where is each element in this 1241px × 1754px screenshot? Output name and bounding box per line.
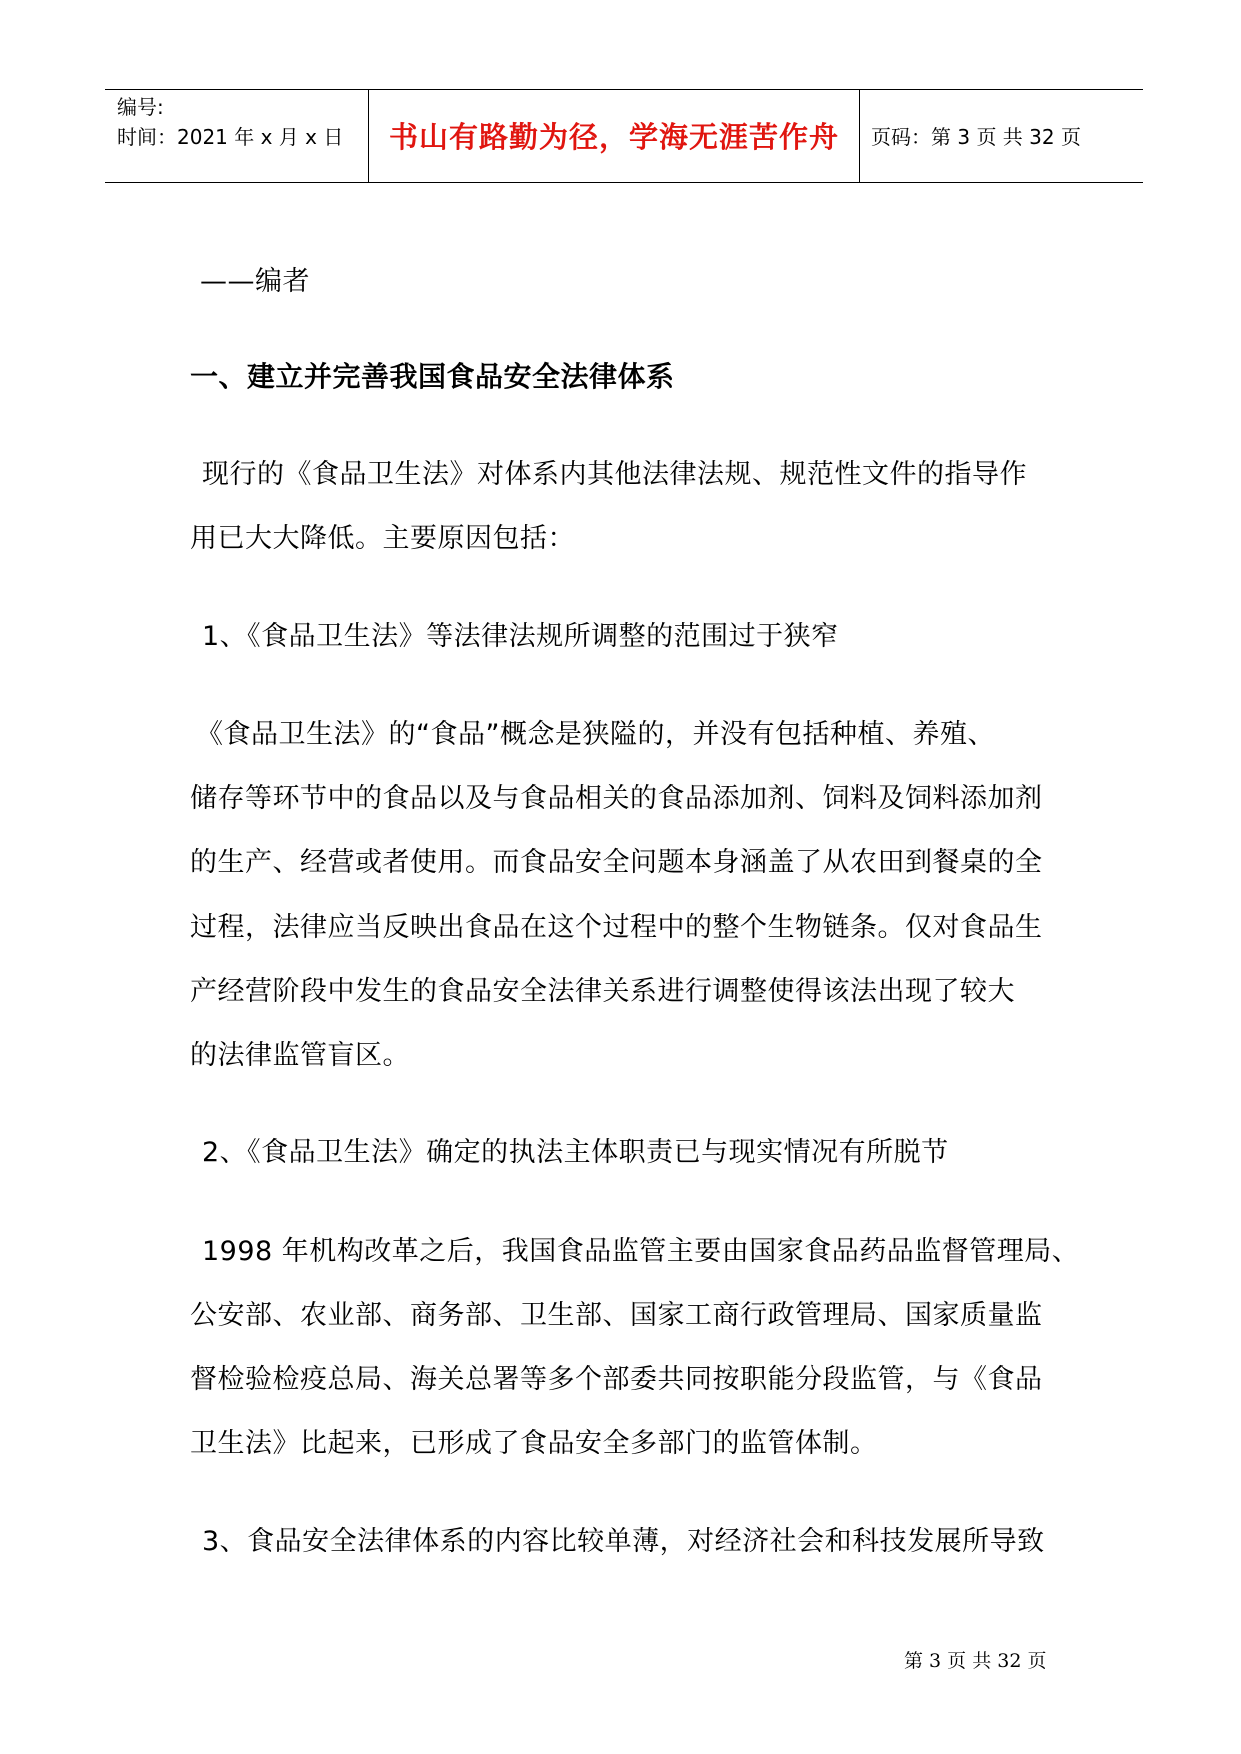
header-motto: 书山有路勤为径，学海无涯苦作舟 bbox=[388, 120, 839, 154]
editor-signature: ——编者 bbox=[200, 266, 310, 297]
point1-line: 的法律监管盲区。 bbox=[190, 1040, 410, 1071]
header-page-info: 页码：第 3 页 共 32 页 bbox=[871, 125, 1081, 149]
point-heading-1: 1、《食品卫生法》等法律法规所调整的范围过于狭窄 bbox=[202, 621, 839, 652]
point2-line: 卫生法》比起来，已形成了食品安全多部门的监管体制。 bbox=[190, 1428, 878, 1459]
intro-line: 用已大大降低。主要原因包括： bbox=[190, 523, 575, 554]
page-header bbox=[105, 89, 1143, 183]
document-number-label: 编号: bbox=[117, 95, 164, 119]
point1-line: 产经营阶段中发生的食品安全法律关系进行调整使得该法出现了较大 bbox=[190, 976, 1015, 1007]
point-heading-3: 3、食品安全法律体系的内容比较单薄，对经济社会和科技发展所导致 bbox=[202, 1526, 1045, 1557]
point1-line: 《食品卫生法》的“食品”概念是狭隘的，并没有包括种植、养殖、 bbox=[196, 719, 995, 750]
point2-line: 督检验检疫总局、海关总署等多个部委共同按职能分段监管，与《食品 bbox=[190, 1364, 1043, 1395]
point2-line: 公安部、农业部、商务部、卫生部、国家工商行政管理局、国家质量监 bbox=[190, 1300, 1043, 1331]
intro-line: 现行的《食品卫生法》对体系内其他法律法规、规范性文件的指导作 bbox=[202, 459, 1027, 490]
point2-line: 1998 年机构改革之后，我国食品监管主要由国家食品药品监督管理局、 bbox=[202, 1236, 1080, 1267]
section-heading: 一、建立并完善我国食品安全法律体系 bbox=[190, 360, 675, 393]
header-meta bbox=[117, 92, 367, 152]
page-footer: 第 3 页 共 32 页 bbox=[904, 1650, 1047, 1672]
header-divider-right bbox=[859, 90, 860, 182]
point1-line: 的生产、经营或者使用。而食品安全问题本身涵盖了从农田到餐桌的全 bbox=[190, 847, 1043, 878]
point1-line: 过程，法律应当反映出食品在这个过程中的整个生物链条。仅对食品生 bbox=[190, 912, 1043, 943]
document-time-label: 时间：2021 年 x 月 x 日 bbox=[117, 125, 344, 149]
point-heading-2: 2、《食品卫生法》确定的执法主体职责已与现实情况有所脱节 bbox=[202, 1137, 949, 1168]
point1-line: 储存等环节中的食品以及与食品相关的食品添加剂、饲料及饲料添加剂 bbox=[190, 783, 1043, 814]
header-divider-left bbox=[368, 90, 369, 182]
